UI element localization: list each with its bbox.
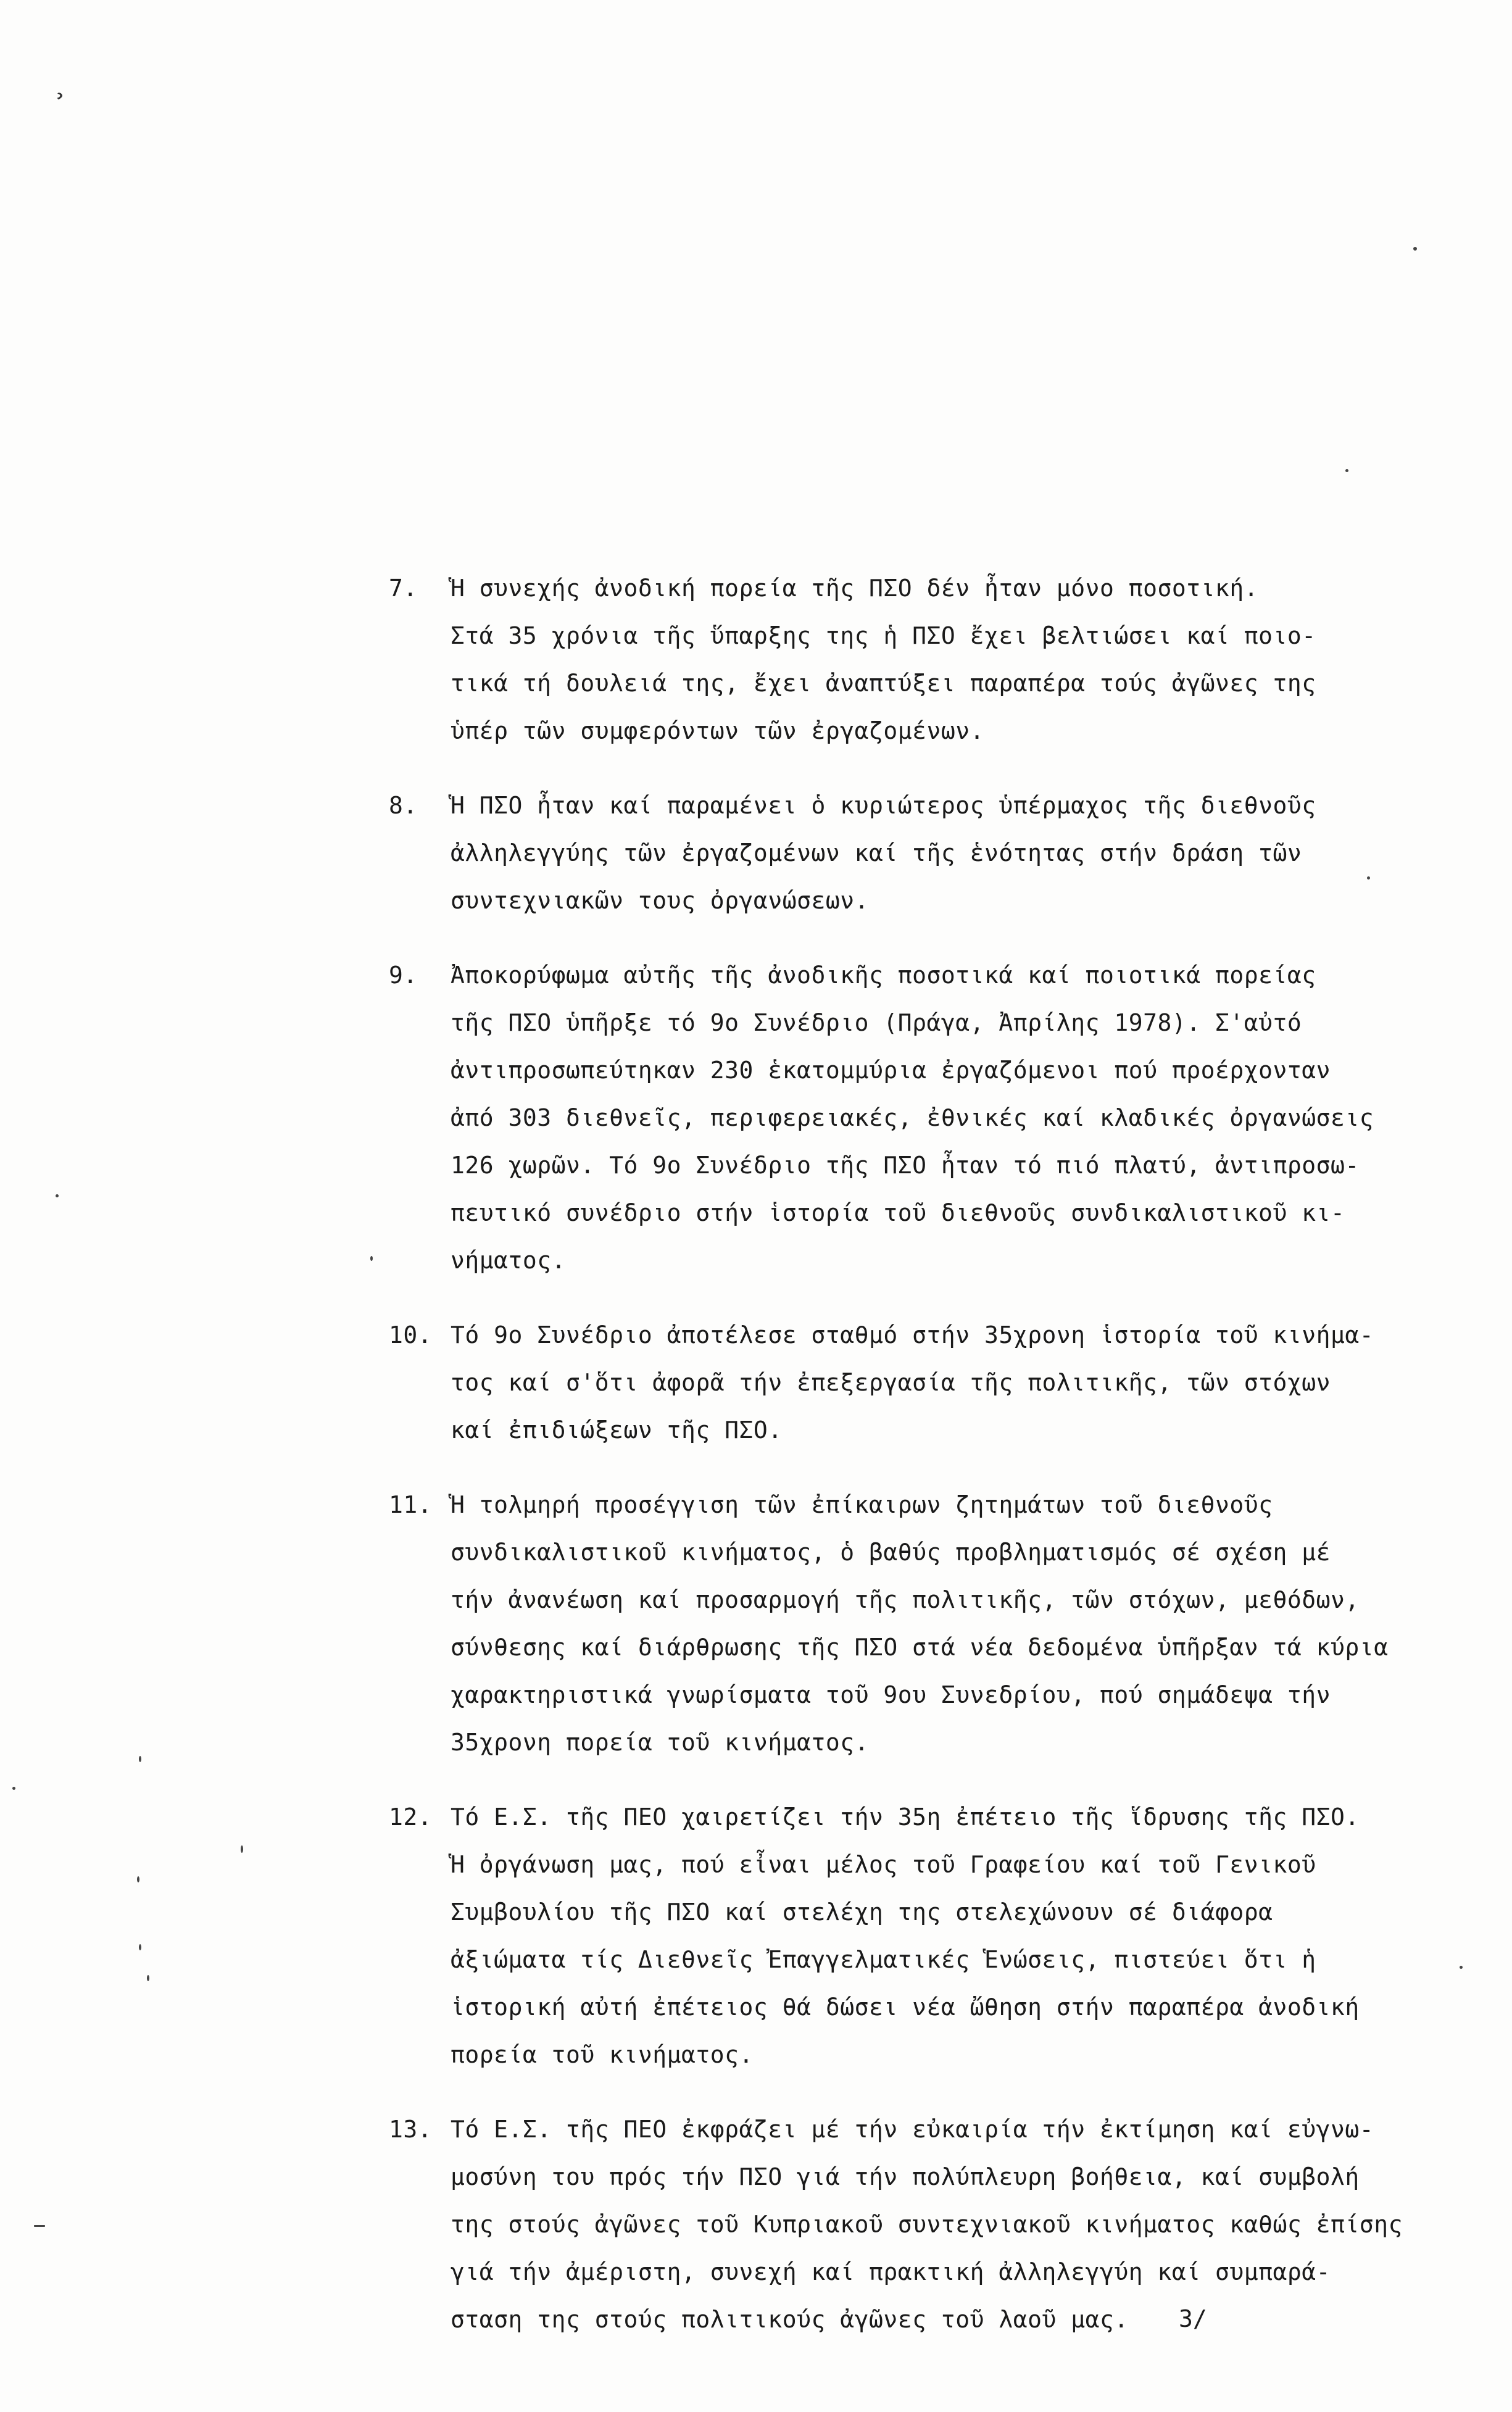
item-line: της στούς ἀγῶνες τοῦ Κυπριακοῦ συντεχνιακοῦ κινήματος καθώς ἐπίσης [451,2211,1403,2238]
item-12 [389,1794,1463,2079]
item-number: 11. [389,1491,433,1518]
numbered-items [389,565,1463,2371]
item-line: χαρακτηριστικά γνωρίσματα τοῦ 9ου Συνεδρίου, πού σημάδεψα τήν [451,1681,1331,1708]
item-number: 10. [389,1321,433,1349]
item-line: ὑπέρ τῶν συμφερόντων τῶν ἐργαζομένων. [451,717,984,744]
item-number: 7. [389,575,418,602]
scan-speck [139,1944,141,1950]
item-7 [389,565,1463,755]
item-line: Τό Ε.Σ. τῆς ΠΕΟ χαιρετίζει τήν 35η ἐπέτειο τῆς ἵδρυσης τῆς ΠΣΟ. [451,1803,1360,1831]
scan-speck [56,1194,59,1197]
item-line: ἀντιπροσωπεύτηκαν 230 ἑκατομμύρια ἐργαζόμενοι πού προέρχονταν [451,1057,1331,1084]
scan-speck [137,1876,139,1882]
item-line: τήν ἀνανέωση καί προσαρμογή τῆς πολιτικῆς, τῶν στόχων, μεθόδων, [451,1586,1360,1613]
item-line: Ἡ ΠΣΟ ἦταν καί παραμένει ὁ κυριώτερος ὑπέρμαχος τῆς διεθνοῦς [451,792,1316,819]
item-line: ἀπό 303 διεθνεῖς, περιφερειακές, ἐθνικές καί κλαδικές ὀργανώσεις [451,1104,1374,1131]
item-line: σταση της στούς πολιτικούς ἀγῶνες τοῦ λαοῦ μας. [451,2306,1129,2333]
item-number: 9. [389,962,418,989]
item-line: γιά τήν ἀμέριστη, συνεχή καί πρακτική ἀλληλεγγύη καί συμπαρά- [451,2258,1331,2285]
item-10 [389,1312,1463,1454]
item-line: τικά τή δουλειά της, ἔχει ἀναπτύξει παραπέρα τούς ἀγῶνες της [451,670,1316,697]
scan-speck [1413,247,1417,251]
scan-speck [147,1975,149,1981]
scan-speck [12,1787,15,1790]
scan-speck [34,2225,45,2227]
scan-speck [139,1756,141,1762]
item-number: 12. [389,1803,433,1831]
item-line: Ἡ τολμηρή προσέγγιση τῶν ἐπίκαιρων ζητημάτων τοῦ διεθνοῦς [451,1491,1273,1518]
item-line: πορεία τοῦ κινήματος. [451,2041,754,2068]
item-line: σύνθεσης καί διάρθρωσης τῆς ΠΣΟ στά νέα δεδομένα ὑπῆρξαν τά κύρια [451,1634,1389,1661]
item-line: μοσύνη του πρός τήν ΠΣΟ γιά τήν πολύπλευρη βοήθεια, καί συμβολή [451,2163,1360,2190]
item-line: 126 χωρῶν. Τό 9ο Συνέδριο τῆς ΠΣΟ ἦταν τό πιό πλατύ, ἀντιπροσω- [451,1152,1360,1179]
item-line: συντεχνιακῶν τους ὀργανώσεων. [451,887,869,914]
item-line: καί ἐπιδιώξεων τῆς ΠΣΟ. [451,1416,783,1444]
item-8 [389,782,1463,925]
item-line: νήματος. [451,1247,567,1274]
item-line: Στά 35 χρόνια τῆς ὕπαρξης της ἡ ΠΣΟ ἔχει βελτιώσει καί ποιο- [451,622,1316,649]
scan-speck [1367,876,1370,880]
scan-speck [370,1256,373,1261]
item-line: τῆς ΠΣΟ ὑπῆρξε τό 9ο Συνέδριο (Πράγα, Ἀπρίλης 1978). Σ'αὐτό [451,1009,1302,1036]
item-13 [389,2106,1463,2343]
item-line: Ἡ ὀργάνωση μας, πού εἶναι μέλος τοῦ Γραφείου καί τοῦ Γενικοῦ [451,1851,1316,1878]
item-line: πευτικό συνέδριο στήν ἱστορία τοῦ διεθνοῦς συνδικαλιστικοῦ κι- [451,1199,1345,1226]
page-continuation-ref: 3/ [1179,2305,1207,2332]
item-line: Τό 9ο Συνέδριο ἀποτέλεσε σταθμό στήν 35χρονη ἱστορία τοῦ κινήμα- [451,1321,1374,1349]
item-line: ἀξιώματα τίς Διεθνεῖς Ἐπαγγελματικές Ἑνώσεις, πιστεύει ὅτι ἡ [451,1946,1316,1973]
item-line: Ἀποκορύφωμα αὐτῆς τῆς ἀνοδικῆς ποσοτικά καί ποιοτικά πορείας [451,962,1316,989]
item-line: ἀλληλεγγύης τῶν ἐργαζομένων καί τῆς ἑνότητας στήν δράση τῶν [451,839,1302,867]
corner-ink-mark: ¸ [35,65,70,105]
item-line: Τό Ε.Σ. τῆς ΠΕΟ ἐκφράζει μέ τήν εὐκαιρία τήν ἐκτίμηση καί εὐγνω- [451,2116,1374,2143]
item-line: ἱστορική αὐτή ἐπέτειος θά δώσει νέα ὤθηση στήν παραπέρα ἀνοδική [451,1994,1360,2021]
item-9 [389,952,1463,1284]
item-number: 8. [389,792,418,819]
scan-speck [241,1845,243,1853]
scan-speck [1460,1966,1463,1969]
item-line: Ἡ συνεχής ἀνοδική πορεία τῆς ΠΣΟ δέν ἦταν μόνο ποσοτική. [451,575,1259,602]
item-number: 13. [389,2116,433,2143]
item-line: συνδικαλιστικοῦ κινήματος, ὁ βαθύς προβληματισμός σέ σχέση μέ [451,1539,1331,1566]
item-line: 35χρονη πορεία τοῦ κινήματος. [451,1729,869,1756]
scan-speck [1345,469,1348,472]
item-line: Συμβουλίου τῆς ΠΣΟ καί στελέχη της στελεχώνουν σέ διάφορα [451,1898,1273,1926]
item-11 [389,1481,1463,1766]
item-line: τος καί σ'ὅτι ἀφορᾶ τήν ἐπεξεργασία τῆς πολιτικῆς, τῶν στόχων [451,1369,1331,1396]
